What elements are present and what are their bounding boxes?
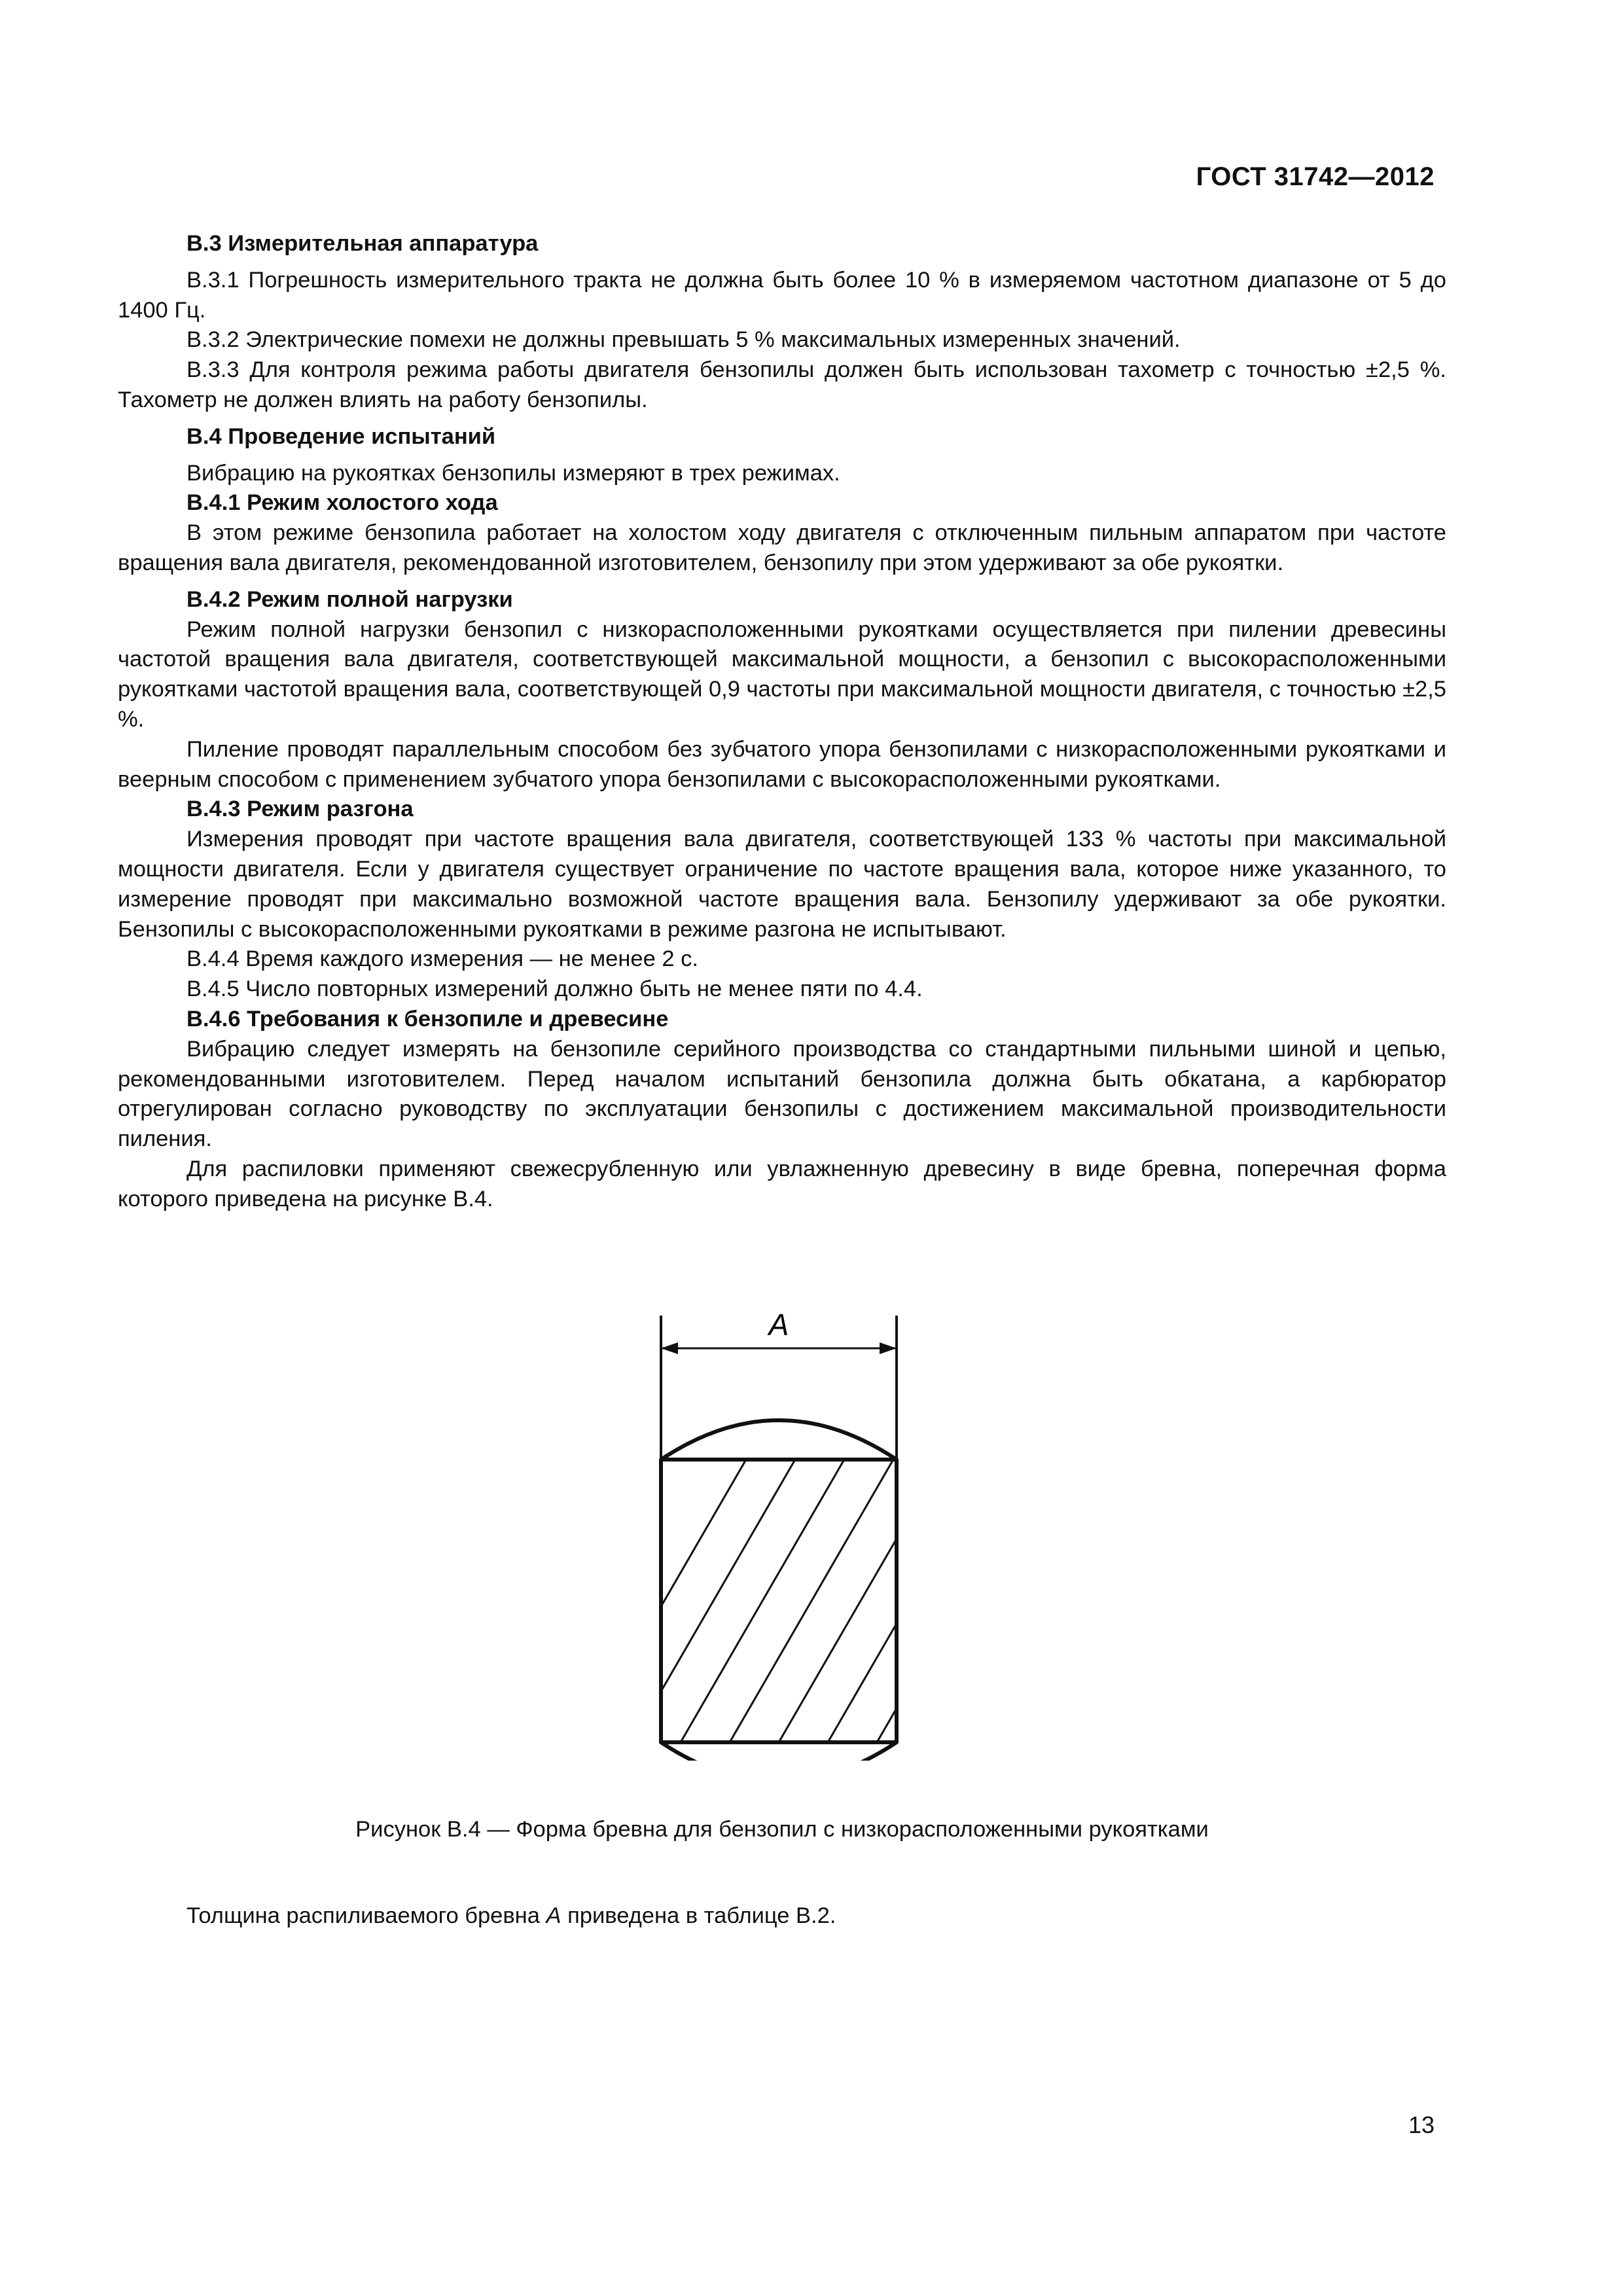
document-body — [118, 229, 1446, 1215]
document-number: ГОСТ 31742—2012 — [1196, 162, 1435, 191]
log-cross-section — [661, 1420, 897, 1761]
thickness-text-start: Толщина распиливаемого бревна — [187, 1903, 546, 1928]
section-b4-heading: В.4 Проведение испытаний — [187, 423, 496, 449]
hatching — [648, 1460, 910, 1742]
thickness-text-end: приведена в таблице В.2. — [561, 1903, 836, 1928]
paragraph-b33: В.3.3 Для контроля режима работы двигателя бензопилы должен быть использован тахометр с точностью ±2,5 %. Тахометр не должен влиять на работу бензопилы. — [118, 357, 1446, 412]
dimension-label: A — [768, 1308, 789, 1342]
section-b46-heading: В.4.6 Требования к бензопиле и древесине — [187, 1006, 669, 1031]
paragraph-b31: В.3.1 Погрешность измерительного тракта не должна быть более 10 % в измеряемом частотном диапазоне от 5 до 1400 Гц. — [118, 267, 1446, 323]
paragraph-b32: В.3.2 Электрические помехи не должны превышать 5 % максимальных измеренных значений. — [187, 327, 1181, 353]
paragraph-b46-1: Вибрацию следует измерять на бензопиле серийного производства со стандартными пильными шиной и цепью, рекомендованными изготовителем. Перед началом испытаний бензопила должна быть обкатана, а карбюратор отрегулирован согласно руководству по эксплуатации бензопилы с достижением максимальной производительности пиления. — [118, 1036, 1446, 1152]
paragraph-b45: В.4.5 Число повторных измерений должно быть не менее пяти по 4.4. — [187, 977, 923, 1002]
paragraph-b46-2: Для распиловки применяют свежесрубленную или увлажненную древесину в виде бревна, поперечная форма которого приведена на рисунке В.4. — [118, 1156, 1446, 1211]
paragraph-b41: В этом режиме бензопила работает на холостом ходу двигателя с отключенным пильным аппаратом при частоте вращения вала двигателя, рекомендованной изготовителем, бензопилу при этом удерживают за обе рукоятки. — [118, 520, 1446, 575]
page-number: 13 — [1408, 2111, 1435, 2138]
section-b43-heading: В.4.3 Режим разгона — [187, 797, 414, 822]
paragraph-b42-2: Пиление проводят параллельным способом без зубчатого упора бензопилами с низкорасположенными рукоятками и веерным способом с применением зубчатого упора бензопилами с высокорасположенными рукоятками. — [118, 736, 1446, 792]
arrow-left-icon — [661, 1342, 678, 1354]
paragraph-b43: Измерения проводят при частоте вращения вала двигателя, соответствующей 133 % частоты при максимальной мощности двигателя. Если у двигателя существует ограничение по частоте вращения вала, которое ниже указанного, то измерение проводят при максимально возможной частоте вращения вала. Бензопилу удерживают за обе рукоятки. Бензопилы с высокорасположенными рукоятками в режиме разгона не испытывают. — [118, 827, 1446, 942]
section-b41-heading: В.4.1 Режим холостого хода — [187, 490, 498, 516]
arrow-right-icon — [880, 1342, 897, 1354]
paragraph-b42-1: Режим полной нагрузки бензопил с низкорасположенными рукоятками осуществляется при пилении древесины частотой вращения вала двигателя, соответствующей максимальной мощности, а бензопил с высокорасположенными рукоятками частотой вращения вала, соответствующей 0,9 частоты при максимальной мощности двигателя, с точностью ±2,5 %. — [118, 617, 1446, 732]
paragraph-thickness — [187, 1903, 836, 1929]
section-b42-heading: В.4.2 Режим полной нагрузки — [187, 586, 513, 612]
section-b3-heading: В.3 Измерительная аппаратура — [187, 231, 539, 256]
paragraph-b4: Вибрацию на рукоятках бензопилы измеряют в трех режимах. — [187, 460, 840, 486]
figure-caption: Рисунок В.4 — Форма бревна для бензопил с низкорасположенными рукоятками — [355, 1817, 1209, 1842]
paragraph-b44: В.4.4 Время каждого измерения — не менее 2 с. — [187, 946, 698, 972]
thickness-variable: A — [546, 1903, 562, 1928]
figure-b4-log-shape — [648, 1302, 910, 1761]
